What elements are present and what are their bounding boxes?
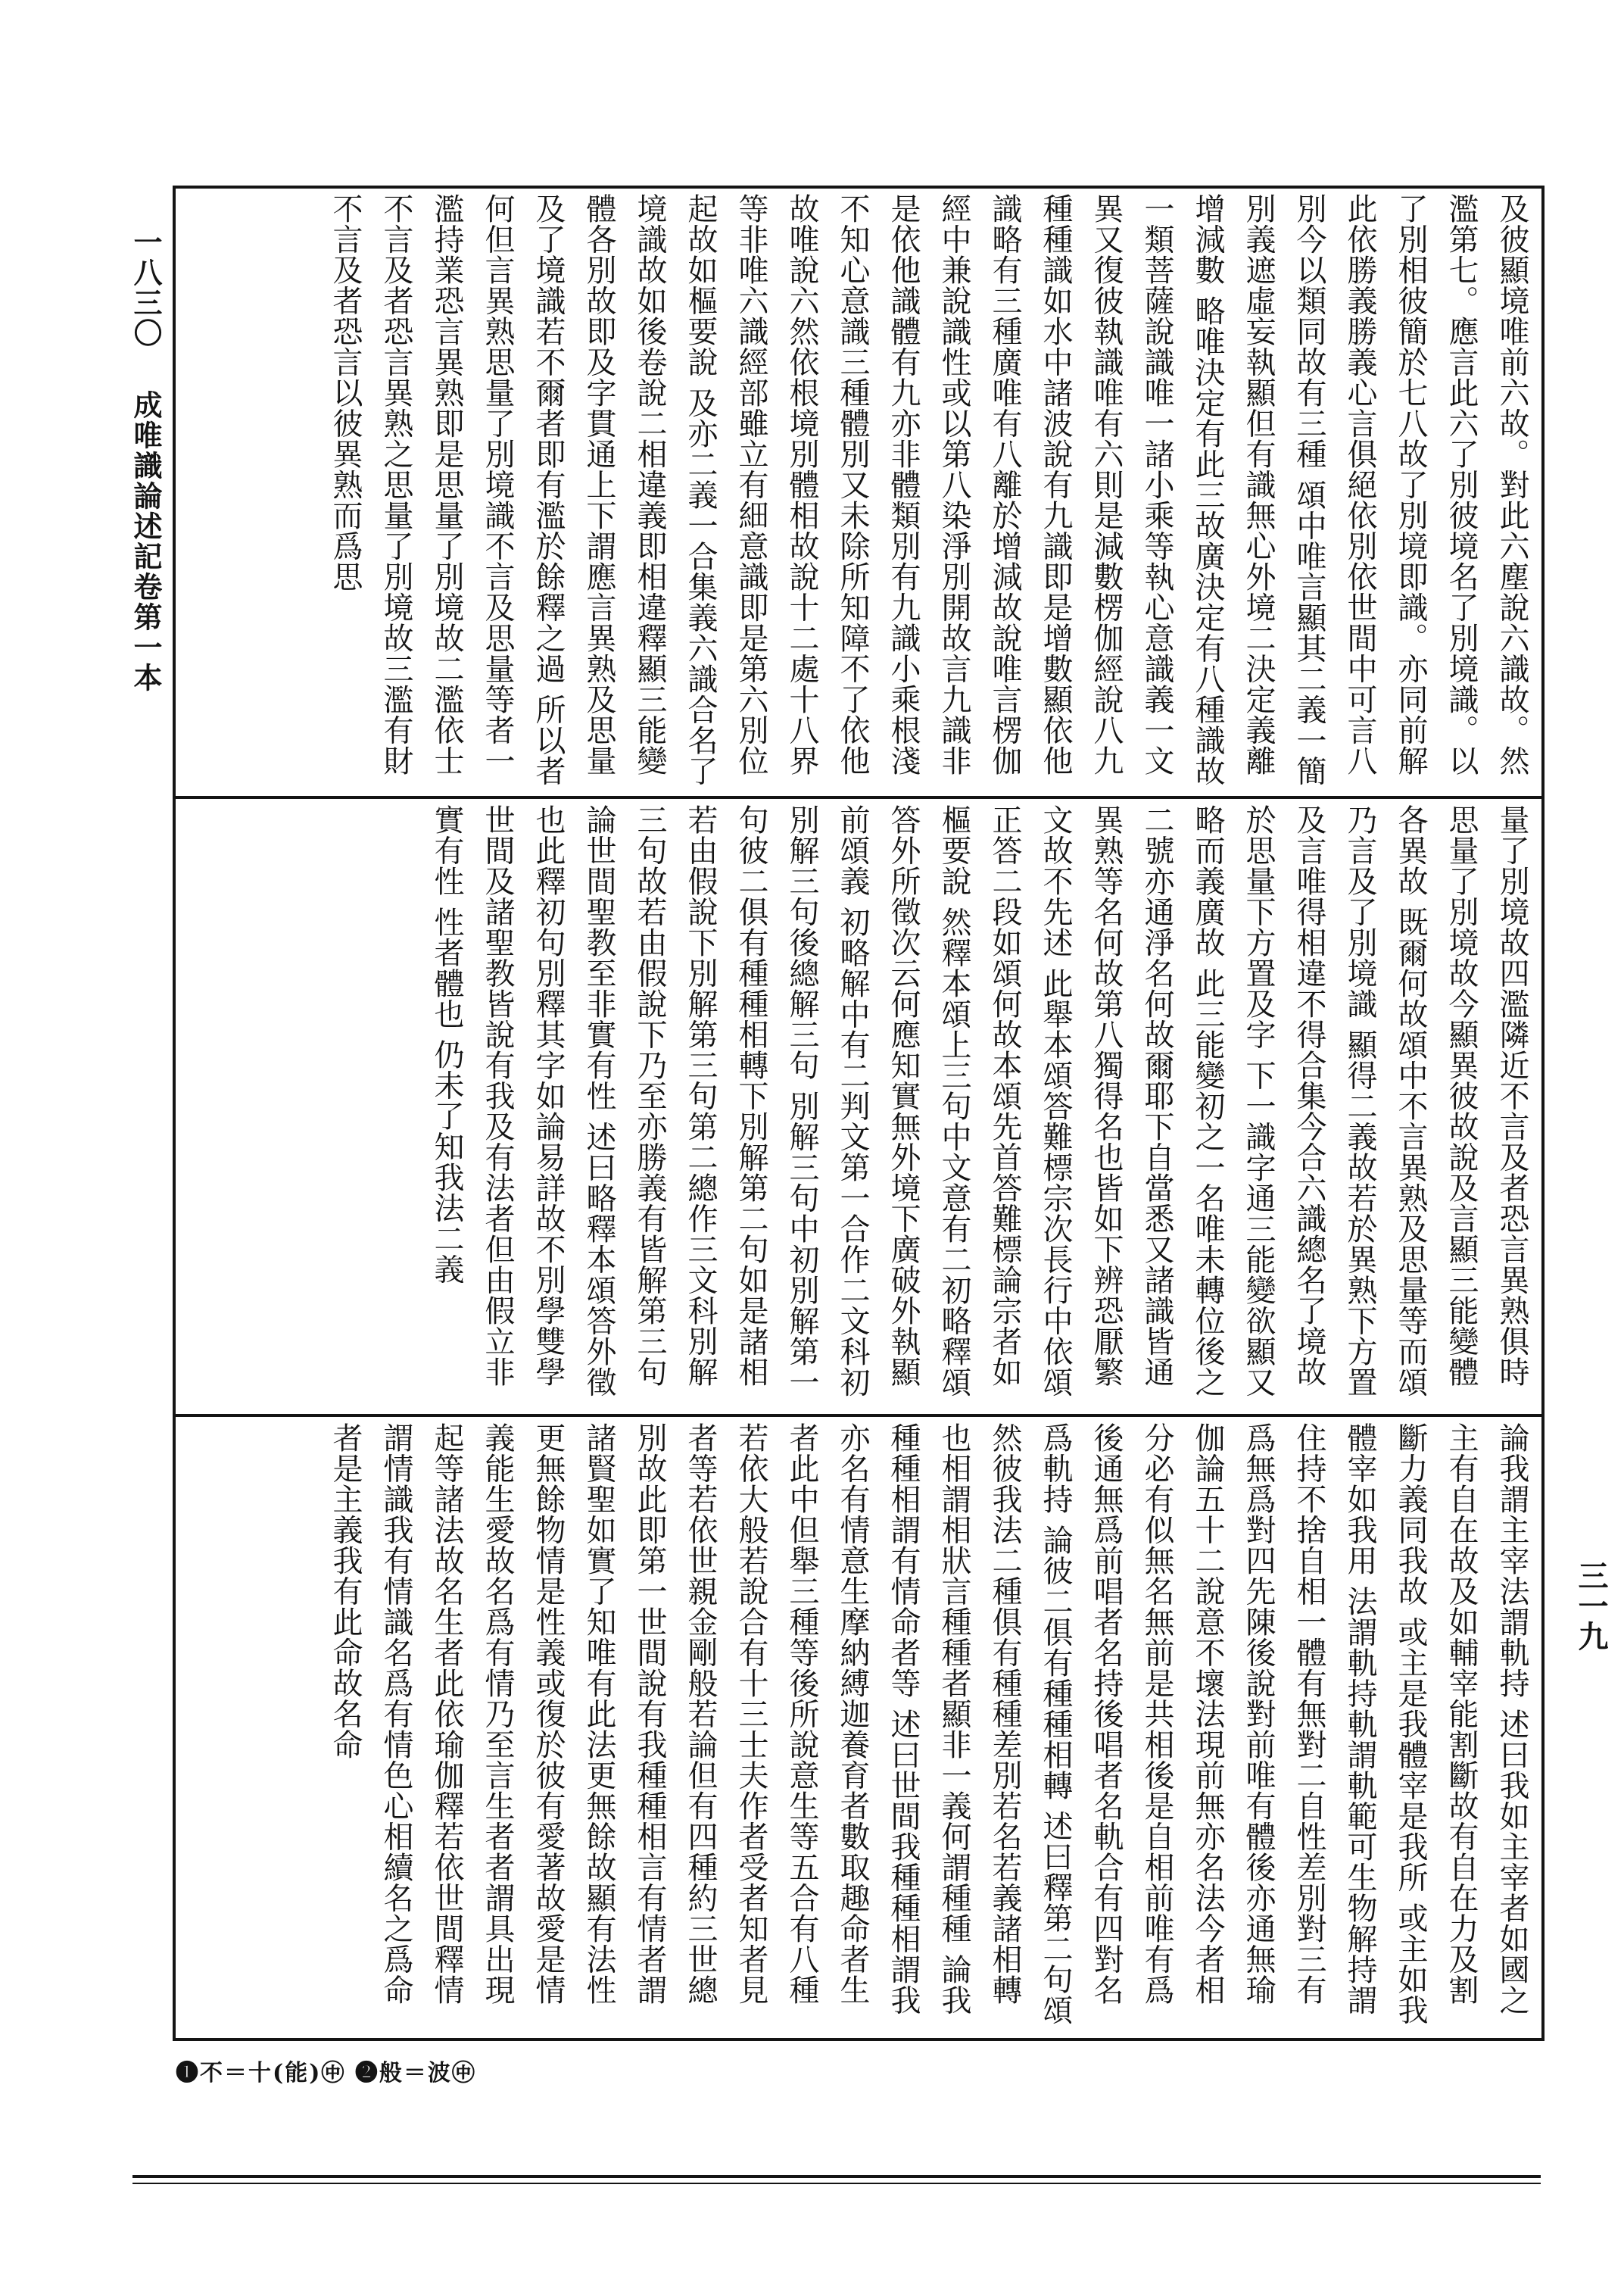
- bottom-rule-thick: [132, 2175, 1541, 2178]
- footnote: ❶不＝十(能)㊥ ❷般＝波㊥: [176, 2060, 476, 2086]
- bottom-rule-thin: [132, 2183, 1541, 2184]
- band-divider-2: [173, 1414, 1545, 1417]
- running-title: 成唯識論述記卷第一本: [129, 390, 163, 694]
- text-band-upper: [176, 193, 1541, 791]
- band-text-lower: 論我謂主宰法謂軌持 述曰我如主宰者如國之主有自在故及如輔宰能割斷故有自在力及割斷力義同我故 或主是我體宰是我所 或主如我體宰如我用 法謂軌持軌謂軌範可生物解持謂住持不捨自相一體有無對二自性差別對三有爲無爲對四先陳後說對前唯有體後亦通無瑜伽論五十二說意不壞法現前無亦名法今者相分必有似無名無前是共相後是自相前唯有爲後通無爲前唱者名持後唱者名軌合有四對名爲軌持 論彼二俱有種種相轉 述曰釋第二句頌然彼我法二種俱有種種差別若名若義諸相轉也相謂相狀言種種者顯非一義何謂種種 論我種種相謂有情命者等 述曰世間我種種相謂我亦名有情意生摩納縛迦養育者數取趣命者生者此中但舉三種等後所說意生等五合有八種若依大般若說合有十三士夫作者受者知者見者等若依世親金剛般若論但有四種約三世總別故此即第一世間說有我種種相言有情者謂諸賢聖如實了知唯有此法更無餘故顯有法性更無餘物情是性義或復於彼有愛著故愛是情義能生愛故名爲有情乃至言生者者謂具出現起等諸法故名生者此依瑜伽釋若依世間釋情謂情識我有情識名爲有情色心相續名之爲命者是主義我有此命故名命: [328, 1422, 1529, 2025]
- band-text-upper: 及彼顯境唯前六故。對此六塵說六識故。然濫第七。應言此六了別彼境名了別境識。以了別相彼簡於七八故了別境即識。亦同前解 此依勝義勝義心言俱絕依別依世間中可言八別今以類同故有三種 頌中唯言顯其二義一簡別義遮虛妄執顯但有識無心外境二決定義離增減數 略唯決定有此三故廣決定有八種識故一類菩薩說識唯一諸小乘等執心意識義一文異又復彼執識唯有六則是減數楞伽經說八九種種識如水中諸波說有九識即是增數顯依他識略有三種廣唯有八離於增減故說唯言楞伽經中兼說識性或以第八染淨別開故言九識非是依他識體有九亦非體類別有九識小乘根淺不知心意識三種體別又未除所知障不了依他故唯說六然依根境別體相故說十二處十八界等非唯六識經部雖立有細意識即是第六別位起故如樞要說 及亦二義一合集義六識合名了境識故如後卷說二相違義即相違釋顯三能變體各別故即及字貫通上下謂應言異熟及思量及了境識若不爾者即有濫於餘釋之過 所以者何但言異熟思量了別境識不言及思量等者一濫持業恐言異熟即是思量了別境故二濫依士不言及者恐言異熟之思量了別境故三濫有財不言及者恐言以彼異熟而爲思: [328, 193, 1529, 786]
- band-divider-1: [173, 796, 1545, 799]
- folio-number: 一八三〇: [129, 227, 163, 348]
- running-header: [114, 227, 167, 772]
- band-text-middle: 量了別境故四濫隣近不言及者恐言異熟俱時思量了別境故今顯異彼故說及言顯三能變體各異故 既爾何故頌中不言異熟及思量等而頌乃言及了別境識 顯得二義故若於異熟下方置及言唯得相違不得合集今合六識總名了境故於思量下方置及字 下一識字通三能變欲顯又略而義廣故 此三能變初之一名唯未轉位後之二號亦通淨名何故爾耶下自當悉又諸識皆通異熟等名何故第八獨得名也皆如下辨恐厭繁文故不先述 此舉本頌答難標宗次長行中依頌正答二段如頌何故本頌先首答難標論宗者如樞要說 然釋本頌上三句中文意有二初略釋頌答外所徵次云何應知實無外境下廣破外執顯前頌義 初略解中有二判文第一合作二文科初別解三句後總解三句 別解三句中初別解第一句彼二俱有種種相轉下別解第二句如是諸相若由假說下別解第三句第二總作三文科別解三句故若由假說下乃至亦勝義有皆解第三句論世間聖教至非實有性 述曰略釋本頌答外徵也此釋初句別釋其字如論易詳故不別學雙學世間及諸聖教皆說有我及有法者但由假立非實有性 性者體也 仍未了知我法二義: [429, 804, 1529, 1397]
- text-band-middle: [176, 804, 1541, 1410]
- page-number: 三一九: [1573, 1560, 1609, 1651]
- text-band-lower: [176, 1422, 1541, 2034]
